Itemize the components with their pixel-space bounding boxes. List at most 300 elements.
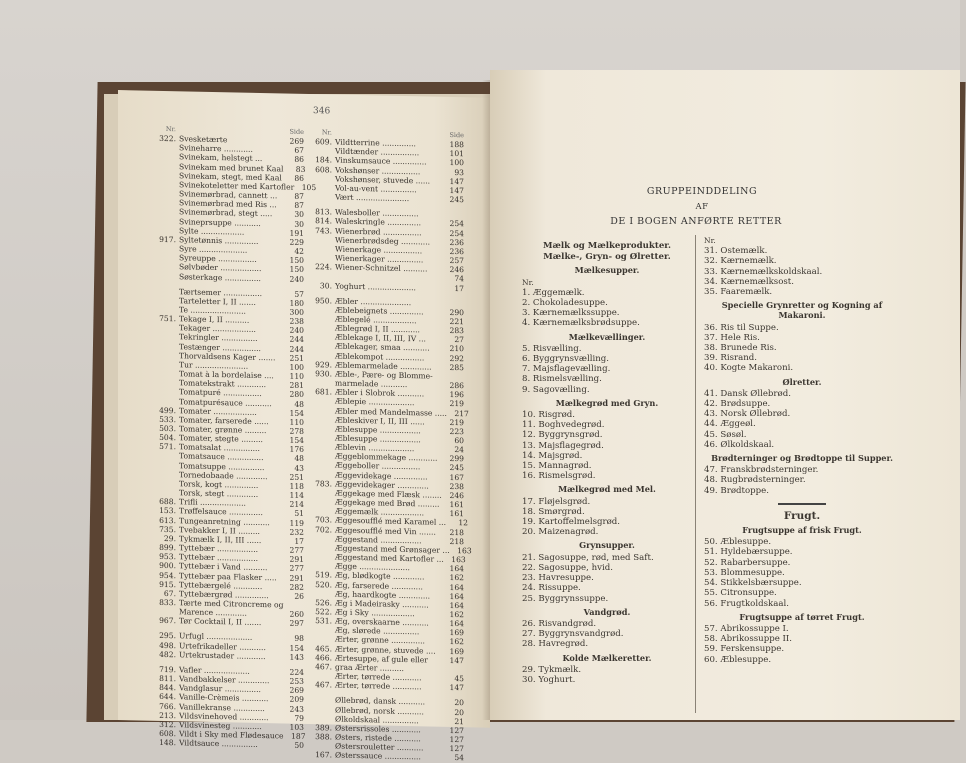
entry-title: Svinemørbrad med Ris ... <box>179 198 277 210</box>
entry-page: 291 <box>289 554 304 565</box>
entry-page: 51 <box>294 509 304 519</box>
entry-title: Tarteletter I, II ....... <box>179 296 256 307</box>
section-heading: Kolde Mælkeretter. <box>562 652 652 663</box>
entry-title: Vafler ................... <box>179 665 250 676</box>
dish-item: 8. Rismelsvælling. <box>522 374 602 385</box>
section-heading: Vandgrød. <box>583 606 631 617</box>
section-heading: Mælkegrød med Gryn. <box>555 397 659 408</box>
entry-page: 291 <box>289 573 304 583</box>
entry-page: 67 <box>294 146 304 156</box>
entry-title: Vildsvinehoved ............ <box>179 710 269 722</box>
entry-title: Ølkoldskaal ............... <box>335 714 419 725</box>
entry-page: 280 <box>289 389 304 400</box>
entry-number: 813. <box>315 207 332 217</box>
entry-page: 127 <box>449 725 464 736</box>
entry-number: 465. <box>315 643 332 654</box>
entry-title: Vært ...................... <box>335 192 410 204</box>
entry-title: Svinekoteletter med Kartofler <box>179 180 295 192</box>
entry-number: 498. <box>159 640 176 650</box>
nr-label: Nr. <box>522 277 534 287</box>
entry-title: Syreuppe ................ <box>179 253 257 265</box>
entry-title: Vinskumsauce .............. <box>335 156 427 167</box>
entry-page: 218 <box>449 536 464 546</box>
entry-page: 278 <box>289 426 304 436</box>
entry-page: 217 <box>454 408 469 418</box>
entry-number: 688. <box>159 497 176 507</box>
entry-title: Æggestand med Kartofler ... <box>335 552 444 564</box>
entry-page: 209 <box>289 694 304 705</box>
dish-item: 47. Franskbrødsterninger. <box>704 465 819 476</box>
entry-title: Wienerbrød ................ <box>335 226 422 237</box>
entry-page: 224 <box>289 667 304 677</box>
entry-page: 127 <box>449 744 464 754</box>
entry-number: 389. <box>315 722 332 733</box>
dish-item: 29. Tykmælk. <box>522 664 582 675</box>
entry-page: 118 <box>289 481 304 491</box>
dish-item: 6. Byggrynsvælling. <box>522 354 609 365</box>
dish-item: 60. Æblesuppe. <box>704 654 772 665</box>
entry-number: 915. <box>159 579 176 589</box>
entry-title: Syre .................... <box>179 244 248 255</box>
dish-item: 52. Rabarbersuppe. <box>704 557 791 568</box>
group-list-right <box>704 236 900 665</box>
entry-number: 954. <box>159 570 176 580</box>
dish-item: 51. Hyldebærsuppe. <box>704 547 793 558</box>
entry-page: 300 <box>289 307 304 317</box>
entry-page: 147 <box>449 176 464 187</box>
entry-title: Tomat à la bordelaise .... <box>179 369 274 381</box>
dish-item: 10. Risgrød. <box>522 410 576 421</box>
entry-page: 93 <box>454 167 464 177</box>
entry-title: Svinekam, helstegt ... <box>179 152 263 164</box>
dish-item: 23. Havresuppe. <box>522 573 594 584</box>
entry-title: Ærter, grønne, stuvede .... <box>335 644 436 656</box>
dish-item: 2. Chokoladesuppe. <box>522 298 608 309</box>
entry-number: 751. <box>159 313 176 324</box>
entry-title: Ægge ..................... <box>335 561 410 573</box>
entry-page: 238 <box>289 316 304 327</box>
entry-page: 105 <box>301 182 317 193</box>
entry-page: 223 <box>449 426 464 437</box>
entry-number: 702. <box>315 524 332 535</box>
dish-item: 12. Byggrynsgrød. <box>522 430 603 441</box>
entry-title: graa Ærter .......... <box>335 662 404 673</box>
entry-title: Vanillekranse ............. <box>179 701 265 713</box>
section-divider <box>778 503 826 505</box>
entry-number: 388. <box>315 732 332 742</box>
entry-title: Æblekager, smaa ........... <box>335 341 430 353</box>
section-heading: Mælkegrød med Mel. <box>558 484 656 495</box>
entry-page: 45 <box>454 674 464 684</box>
column-divider <box>695 235 696 713</box>
entry-number: 322. <box>159 134 176 144</box>
section-heading: Brødterninger og Brødtoppe til Supper. <box>711 453 893 464</box>
entry-page: 286 <box>449 381 464 391</box>
entry-number: 950. <box>315 295 332 306</box>
entry-page: 43 <box>294 463 304 473</box>
entry-title: Tomatpuré ................ <box>179 387 262 399</box>
entry-title: Æg, farserede ............. <box>335 580 423 591</box>
entry-page: 164 <box>449 600 464 611</box>
nr-label: Nr. <box>704 236 716 245</box>
entry-number: 719. <box>159 664 176 675</box>
dish-item: 16. Rismelsgrød. <box>522 471 596 482</box>
entry-title: Æggekage med Flæsk ........ <box>335 488 442 500</box>
entry-page: 210 <box>449 344 464 354</box>
entry-title: Urtefrikadeller ........... <box>179 640 266 652</box>
entry-title: Æg i Madeirasky ........... <box>335 598 429 610</box>
dish-item: 13. Majsflagegrød. <box>522 440 604 451</box>
dish-item: 53. Blommesuppe. <box>704 567 785 578</box>
entry-title: Æblegelé .................. <box>335 314 417 326</box>
entry-number: 466. <box>315 652 332 663</box>
entry-number: 533. <box>159 414 176 425</box>
entry-title: Æblesuppe ................. <box>335 424 421 436</box>
entry-title: Syltetønnis .............. <box>179 235 259 246</box>
entry-number: 519. <box>315 570 332 580</box>
entry-page: 147 <box>449 185 464 196</box>
dish-item: 33. Kærnemælkskoldskaal. <box>704 266 823 277</box>
entry-title: marmelade ........... <box>335 378 408 390</box>
entry-page: 154 <box>289 435 304 446</box>
entry-title: Tyttebærgelé ............ <box>179 579 263 591</box>
entry-number: 609. <box>315 137 332 147</box>
entry-title: Tomatpurésauce ........... <box>179 396 272 408</box>
entry-title: Wienerkage ................ <box>335 244 423 256</box>
entry-page: 74 <box>454 274 464 284</box>
entry-page: 244 <box>289 344 304 354</box>
entry-page: 246 <box>449 265 464 275</box>
dish-item: 20. Maizenagrød. <box>522 527 599 538</box>
entry-title: Æblebeignets .............. <box>335 305 424 317</box>
entry-title: Æggesoufflé med Karamel ... <box>335 515 447 528</box>
entry-number: 499. <box>159 405 176 415</box>
entry-page <box>442 665 464 675</box>
entry-page: 98 <box>294 634 304 644</box>
entry-title: Tomatsalat ............... <box>179 442 260 454</box>
entry-page: 87 <box>294 191 304 201</box>
dish-item: 36. Ris til Suppe. <box>704 322 779 333</box>
entry-number: 899. <box>159 542 176 553</box>
entry-title: Æggesoufflé med Vin ....... <box>335 525 436 537</box>
entry-title: Tærtsemer ................ <box>179 286 263 298</box>
entry-title: Æblepie ................... <box>335 396 415 408</box>
entry-number: 503. <box>159 423 176 434</box>
dish-item: 58. Abrikossuppe II. <box>704 634 793 645</box>
entry-page: 246 <box>449 490 464 501</box>
entry-page: 114 <box>289 490 304 500</box>
dish-item: 55. Citronsuppe. <box>704 588 777 599</box>
entry-page: 21 <box>454 716 464 726</box>
entry-title: Tungeanretning ........... <box>179 515 270 527</box>
entry-title: Æggemælk .................. <box>335 506 425 518</box>
entry-title: Østerssauce ............... <box>335 750 421 762</box>
dish-item: 31. Ostemælk. <box>704 246 768 257</box>
dish-item: 41. Dansk Øllebrød. <box>704 388 791 399</box>
dish-item: 30. Yoghurt. <box>522 674 576 685</box>
entry-page: 30 <box>294 219 304 229</box>
group-heading: Mælk og Mælkeprodukter. <box>542 241 672 251</box>
entry-number: 522. <box>315 607 332 617</box>
index-column-2 <box>308 128 472 763</box>
entry-title: Tekager .................. <box>179 323 256 335</box>
dish-item: 22. Sagosuppe, hvid. <box>522 562 613 573</box>
entry-page: 290 <box>449 307 464 318</box>
dish-item: 7. Majsflagevælling. <box>522 364 611 375</box>
entry-title: Tør Cocktail I, II ....... <box>179 616 262 628</box>
entry-number: 967. <box>159 616 176 626</box>
entry-page: 127 <box>449 734 464 745</box>
dish-item: 11. Boghvedegrød. <box>522 420 605 431</box>
entry-title: Øllebrød, dansk ........... <box>335 695 426 707</box>
entry-title: Tyttebær ................. <box>179 543 259 554</box>
entry-title: Vandglasur ............... <box>179 683 261 695</box>
entry-page: 283 <box>449 326 464 336</box>
entry-title: Tomatsuppe ............... <box>179 460 265 472</box>
dish-item: 37. Hele Ris. <box>704 332 760 343</box>
entry-number: 526. <box>315 597 332 608</box>
entry-title: Vokshønser, stuvede ...... <box>335 174 431 186</box>
entry-title: Æbler ..................... <box>335 296 412 307</box>
entry-page: 245 <box>449 195 464 205</box>
entry-page: 169 <box>449 646 464 656</box>
entry-title: Vildsvinesteg ............ <box>179 720 262 731</box>
entry-page: 103 <box>289 722 304 732</box>
entry-title: Svinekam, stegt, med Kaal <box>179 171 282 183</box>
entry-page: 12 <box>458 518 469 528</box>
entry-page: 162 <box>449 637 464 647</box>
entry-title: Trifli ................... <box>179 497 246 508</box>
entry-title: Svinekam med brunet Kaal <box>179 161 284 174</box>
dish-item: 15. Mannagrød. <box>522 461 592 472</box>
entry-number: 681. <box>315 387 332 397</box>
entry-page: 281 <box>289 380 304 391</box>
entry-title: Tyttebær paa Flasker ..... <box>179 570 277 582</box>
entry-page: 162 <box>449 573 464 583</box>
entry-page: 219 <box>449 417 464 427</box>
entry-title: Vol-au-vent ............... <box>335 183 417 195</box>
entry-page: 244 <box>289 335 304 345</box>
dish-item: 45. Søsøl. <box>704 429 747 440</box>
entry-page: 17 <box>454 283 464 293</box>
entry-number: 608. <box>315 164 332 175</box>
entry-title: Svinemørbrad, cannett ... <box>179 189 278 201</box>
dish-item: 25. Byggrynssuppe. <box>522 593 609 604</box>
entry-page: 20 <box>454 698 464 708</box>
entry-page: 154 <box>289 408 304 418</box>
entry-page: 188 <box>449 140 464 150</box>
entry-page: 221 <box>449 316 464 327</box>
entry-page: 50 <box>294 740 304 751</box>
entry-number: 735. <box>159 524 176 534</box>
entry-title: Æggekage med Brød ......... <box>335 497 440 509</box>
entry-page <box>442 298 464 308</box>
entry-title: Vokshønser ................ <box>335 165 421 176</box>
entry-page: 253 <box>289 676 304 686</box>
entry-page: 60 <box>454 436 464 446</box>
entry-title: Østersrouletter ........... <box>335 741 424 753</box>
entry-title: Waleskringle .............. <box>335 216 422 228</box>
dish-item: 46. Ølkoldskaal. <box>704 439 775 450</box>
entry-number <box>308 192 335 202</box>
entry-title: Svinemørbrad, stegt ..... <box>179 207 273 219</box>
dish-item: 3. Kærnemælkssuppe. <box>522 308 620 319</box>
section-heading: Grynsupper. <box>579 540 635 551</box>
entry-page: 257 <box>449 255 464 266</box>
entry-page: 236 <box>449 246 464 257</box>
dish-item: 39. Risrand. <box>704 353 758 364</box>
dish-item: 21. Sagosuppe, rød, med Saft. <box>522 552 654 563</box>
entry-page: 164 <box>449 619 464 629</box>
entry-number: 184. <box>315 155 332 165</box>
entry-page: 150 <box>289 255 304 266</box>
right-page <box>490 70 960 720</box>
entry-number: 844. <box>159 683 176 693</box>
dish-item: 49. Brødtoppe. <box>704 485 769 496</box>
entry-title: Trøffelsauce .............. <box>179 506 263 518</box>
entry-page: 48 <box>294 454 304 464</box>
entry-number: 531. <box>315 616 332 626</box>
entry-title: Wienerkager ............... <box>335 253 424 265</box>
entry-title: Vildtsauce ............... <box>179 738 258 750</box>
entry-page: 150 <box>289 264 304 275</box>
entry-title: Tomater .................. <box>179 405 257 417</box>
entry-page: 297 <box>289 618 304 629</box>
entry-title: Tornedobaade ............. <box>179 470 268 481</box>
dish-item: 32. Kærnemælk. <box>704 256 777 267</box>
entry-page: 236 <box>449 237 464 247</box>
dish-item: 40. Kogte Makaroni. <box>704 363 794 374</box>
section-heading: Frugtsuppe af frisk Frugt. <box>742 525 862 536</box>
dish-item: 26. Risvandgrød. <box>522 618 597 629</box>
section-heading: Ølretter. <box>782 376 822 387</box>
entry-number: 703. <box>315 515 332 525</box>
entry-title: Tyttebær ................. <box>179 552 259 564</box>
entry-page: 254 <box>449 219 464 229</box>
entry-page: 87 <box>294 200 304 211</box>
entry-page: 219 <box>449 399 464 409</box>
dish-item: 50. Æblesuppe. <box>704 537 772 548</box>
entry-page: 110 <box>289 371 304 381</box>
entry-title: Ærter, tørrede ............ <box>335 680 422 692</box>
entry-title: Æblemarmelade ............. <box>335 360 432 372</box>
entry-page: 260 <box>289 609 304 620</box>
dish-item: 59. Ferskensuppe. <box>704 644 785 655</box>
entry-number: 224. <box>315 262 332 272</box>
entry-page: 101 <box>449 149 464 159</box>
entry-title: Urtekrustader ............ <box>179 650 266 661</box>
entry-title: Æggeblommekage ............ <box>335 451 438 464</box>
page-subtitle: DE I BOGEN ANFØRTE RETTER <box>610 216 782 227</box>
entry-page: 299 <box>449 454 464 464</box>
entry-title: Torsk, kogt .............. <box>179 479 259 490</box>
dish-item: 56. Frugtkoldskaal. <box>704 598 789 609</box>
entry-page: 164 <box>449 582 464 592</box>
entry-page: 269 <box>289 136 304 147</box>
page-number: 346 <box>313 106 331 117</box>
entry-title: Sølvbøder ................. <box>179 262 262 274</box>
entry-page: 292 <box>449 353 464 363</box>
entry-page: 110 <box>289 417 304 427</box>
entry-title: Æg, blødkogte ............. <box>335 570 425 582</box>
entry-page: 100 <box>289 362 304 372</box>
entry-page: 251 <box>289 472 304 482</box>
entry-page: 79 <box>294 713 304 723</box>
entry-page: 100 <box>449 158 464 168</box>
entry-page: 196 <box>449 390 464 400</box>
entry-page <box>442 372 464 382</box>
entry-title: Æg, haardkogte ............. <box>335 589 431 601</box>
entry-page: 163 <box>451 555 466 565</box>
entry-title: Øllebrød, norsk ........... <box>335 705 424 716</box>
entry-number: 153. <box>159 506 176 516</box>
entry-page: 86 <box>294 173 304 183</box>
entry-page: 17 <box>294 536 304 546</box>
dish-item: 35. Faaremælk. <box>704 287 773 298</box>
entry-title: Tykmælk I, II, III ...... <box>179 534 262 545</box>
entry-page: 238 <box>449 481 464 492</box>
entry-title: Æblesuppe ................. <box>335 433 421 445</box>
dish-item: 19. Kartoffelmelsgrød. <box>522 517 621 528</box>
entry-page: 251 <box>289 353 304 363</box>
left-page <box>118 90 490 763</box>
entry-number: 213. <box>159 710 176 720</box>
entry-page: 143 <box>289 652 304 662</box>
entry-title: Æg i Sky .................. <box>335 607 415 619</box>
entry-number: 814. <box>315 216 332 226</box>
entry-page: 83 <box>295 164 306 174</box>
entry-page: 57 <box>294 289 304 299</box>
dish-item: 9. Sagovælling. <box>522 384 590 395</box>
entry-page: 277 <box>289 545 304 555</box>
entry-title: Wiener-Schnitzel .......... <box>335 262 428 274</box>
entry-number: Nr. <box>321 128 332 137</box>
entry-page <box>283 600 305 610</box>
entry-page: 229 <box>289 237 304 247</box>
dish-item: 18. Smørgrød. <box>522 506 585 517</box>
entry-number: 917. <box>159 234 176 245</box>
page-title-af: AF <box>695 202 709 212</box>
entry-number: 520. <box>315 579 332 589</box>
entry-page: 277 <box>289 563 304 574</box>
dish-item: 48. Rugbrødsterninger. <box>704 475 806 486</box>
dish-item: 34. Kærnemælksost. <box>704 276 794 287</box>
entry-page: 147 <box>449 655 464 665</box>
entry-page: 164 <box>449 564 464 574</box>
entry-title: Torsk, stegt ............. <box>179 488 259 500</box>
entry-page: 24 <box>454 445 464 455</box>
entry-number: 900. <box>159 561 176 571</box>
entry-page: 240 <box>289 325 304 336</box>
dish-item: 28. Havregrød. <box>522 639 589 650</box>
entry-title: Tomater, grønne ......... <box>179 424 267 436</box>
entry-title: Østersrissoles ............ <box>335 723 421 735</box>
entry-title: Æblegrød I, II ............ <box>335 323 420 335</box>
entry-title: Urfugl ................... <box>179 631 253 643</box>
entry-title: Svineprsuppe ........... <box>179 216 261 228</box>
entry-page: 48 <box>294 399 304 409</box>
entry-page: 176 <box>289 444 304 455</box>
dish-item: 57. Abrikossuppe I. <box>704 623 789 634</box>
entry-page: 164 <box>449 591 464 601</box>
entry-page: 42 <box>294 246 304 256</box>
entry-title: Æblekage I, II, III, IV ... <box>335 332 426 344</box>
entry-title: Ærter, tørrede ............ <box>335 671 422 683</box>
entry-title: Æbler i Slobrok ........... <box>335 387 425 399</box>
section-heading: Mælkesupper. <box>574 265 640 276</box>
entry-title: Tomatekstrakt ............ <box>179 378 267 390</box>
entry-number: 29. <box>163 533 176 544</box>
